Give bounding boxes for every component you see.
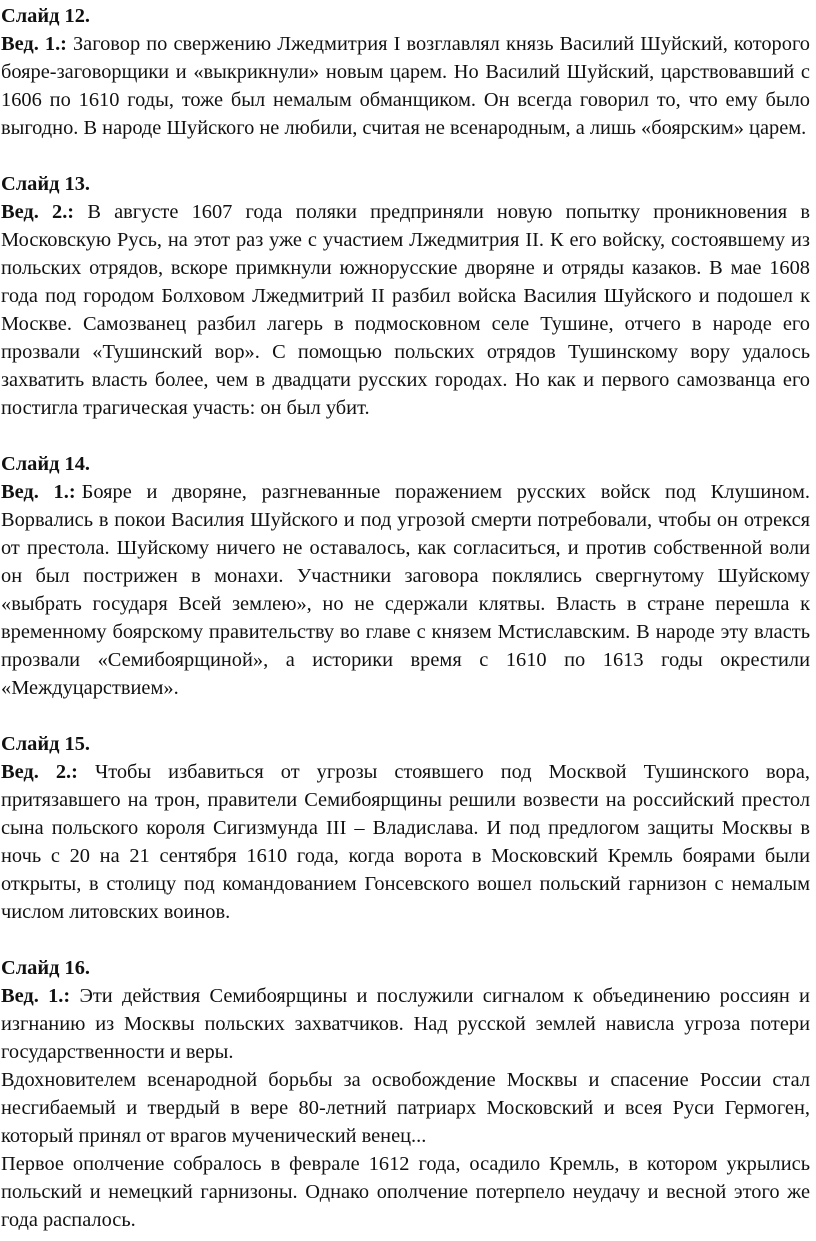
speech-paragraph xyxy=(1,758,810,926)
speech-paragraph xyxy=(1,198,810,422)
speech-paragraph xyxy=(1,478,810,702)
speech-paragraph xyxy=(1,982,810,1066)
speaker-label: Вед. 1.: xyxy=(1,481,76,503)
slide-12-section xyxy=(1,2,810,142)
speaker-label: Вед. 2.: xyxy=(1,761,78,783)
paragraph-text: Заговор по свержению Лжедмитрия I возглавлял князь Василий Шуйский, которого бояре-заговорщики и «выкрикнули» новым царем. Но Василий Шуйский, царствовавший с 1606 по 1610 годы, тоже был немалым обманщиком. Он всегда говорил то, что ему было выгодно. В народе Шуйского не любили, считая не всенародным, а лишь «боярским» царем. xyxy=(1,33,810,139)
speaker-label: Вед. 1.: xyxy=(1,33,67,55)
narrative-paragraph xyxy=(1,1150,810,1234)
slide-15-section xyxy=(1,730,810,926)
paragraph-text: Эти действия Семибоярщины и послужили сигналом к объединению россиян и изгнанию из Москвы польских захватчиков. Над русской землей нависла угроза потери государственности и веры. xyxy=(1,985,810,1063)
speaker-label: Вед. 2.: xyxy=(1,201,75,223)
slide-title: Слайд 12. xyxy=(1,5,91,27)
paragraph-text: Бояре и дворяне, разгневанные поражением русских войск под Клушином. Ворвались в покои Василия Шуйского и под угрозой смерти потребовали, чтобы он отрекся от престола. Шуйскому ничего не оставалось, как согласиться, и против собственной воли он был пострижен в монахи. Участники заговора поклялись свергнутому Шуйскому «выбрать государя Всей землею», но не сдержали клятвы. Власть в стране перешла к временному боярскому правительству во главе с князем Мстиславским. В народе эту власть прозвали «Семибоярщиной», а историки время с 1610 по 1613 годы окрестили «Междуцарствием». xyxy=(1,481,810,699)
speaker-label: Вед. 1.: xyxy=(1,985,71,1007)
slide-16-section xyxy=(1,954,810,1234)
slide-title: Слайд 13. xyxy=(1,173,91,195)
slide-13-section xyxy=(1,170,810,422)
narrative-paragraph xyxy=(1,1066,810,1150)
speech-paragraph xyxy=(1,30,810,142)
paragraph-text: Чтобы избавиться от угрозы стоявшего под Москвой Тушинского вора, притязавшего на трон, правители Семибоярщины решили возвести на российский престол сына польского короля Сигизмунда III – Владислава. И под предлогом защиты Москвы в ночь с 20 на 21 сентября 1610 года, когда ворота в Московский Кремль боярами были открыты, в столицу под командованием Гонсевского вошел польский гарнизон с немалым числом литовских воинов. xyxy=(1,761,810,923)
slide-title: Слайд 15. xyxy=(1,733,91,755)
slide-14-section xyxy=(1,450,810,702)
paragraph-text: Вдохновителем всенародной борьбы за освобождение Москвы и спасение России стал несгибаемый и твердый в вере 80-летний патриарх Московский и всея Руси Гермоген, который принял от врагов мученический венец... xyxy=(1,1069,810,1147)
paragraph-text: Первое ополчение собралось в феврале 1612 года, осадило Кремль, в котором укрылись польский и немецкий гарнизоны. Однако ополчение потерпело неудачу и весной этого же года распалось. xyxy=(1,1153,810,1231)
slide-title: Слайд 16. xyxy=(1,957,91,979)
slide-title: Слайд 14. xyxy=(1,453,91,475)
paragraph-text: В августе 1607 года поляки предприняли новую попытку проникновения в Московскую Русь, на этот раз уже с участием Лжедмитрия II. К его войску, состоявшему из польских отрядов, вскоре примкнули южнорусские дворяне и отряды казаков. В мае 1608 года под городом Болховом Лжедмитрий II разбил войска Василия Шуйского и подошел к Москве. Самозванец разбил лагерь в подмосковном селе Тушине, отчего в народе его прозвали «Тушинский вор». С помощью польских отрядов Тушинскому вору удалось захватить власть более, чем в двадцати русских городах. Но как и первого самозванца его постигла трагическая участь: он был убит. xyxy=(1,201,810,419)
